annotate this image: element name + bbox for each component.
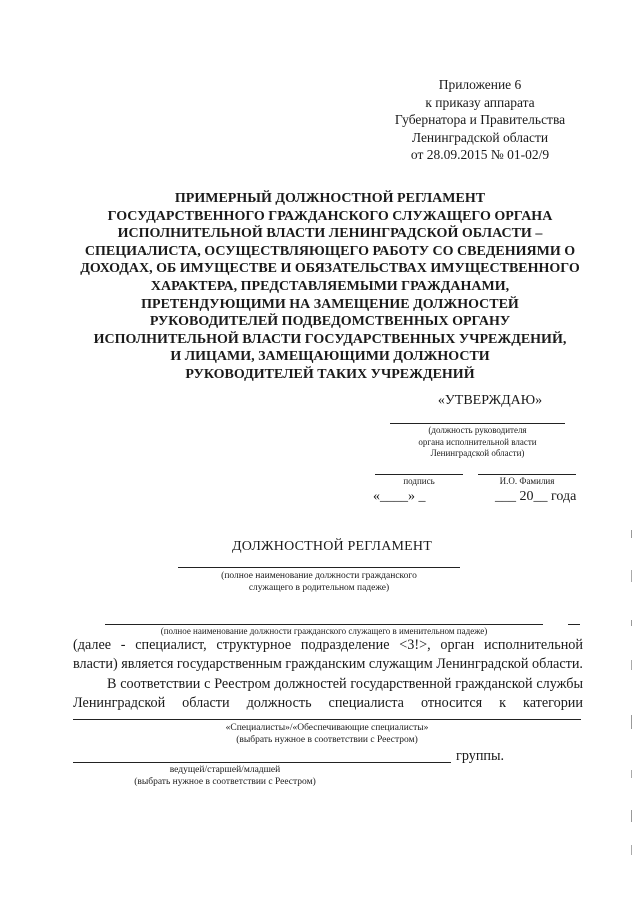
title-line: ИСПОЛНИТЕЛЬНОЙ ВЛАСТИ ГОСУДАРСТВЕННЫХ УЧРЕЖДЕНИЙ, — [93, 331, 567, 347]
name-label: И.О. Фамилия — [499, 476, 555, 486]
title-line: ГОСУДАРСТВЕННОГО ГРАЖДАНСКОГО СЛУЖАЩЕГО ОРГАНА — [107, 208, 553, 224]
approval-hint-line-1: (должность руководителя — [428, 425, 527, 435]
word: должность — [246, 695, 312, 711]
title-line: РУКОВОДИТЕЛЕЙ ПОДВЕДОМСТВЕННЫХ ОРГАНУ — [149, 314, 511, 330]
scan-edge-decoration — [630, 530, 633, 860]
signature-line — [375, 474, 463, 475]
title-line: ПРЕТЕНДУЮЩИМИ НА ЗАМЕЩЕНИЕ ДОЛЖНОСТЕЙ — [141, 296, 519, 312]
appendix-line-1: Приложение 6 — [438, 77, 522, 92]
category-line — [73, 719, 581, 720]
title-line: ХАРАКТЕРА, ПРЕДСТАВЛЯЕМЫМИ ГРАЖДАНАМИ, — [150, 278, 510, 294]
paragraph-1 — [73, 636, 583, 674]
approval-date-year: ___ 20__ года — [495, 489, 577, 504]
paragraph-2-line-1: В соответствии с Реестром должностей государственной гражданской службы — [107, 676, 583, 692]
paragraph-1-line-2: власти) является государственным гражданским служащим Ленинградской области. — [73, 656, 583, 672]
appendix-block — [360, 76, 600, 164]
word: к — [499, 695, 507, 711]
title-line: ПРИМЕРНЫЙ ДОЛЖНОСТНОЙ РЕГЛАМЕНТ — [174, 191, 486, 206]
appendix-line-2: к приказу аппарата — [425, 94, 535, 110]
genitive-hint-line-1: (полное наименование должности гражданского — [221, 571, 417, 581]
document-title — [60, 190, 600, 384]
regulation-heading: ДОЛЖНОСТНОЙ РЕГЛАМЕНТ — [232, 539, 432, 554]
word: области — [182, 695, 230, 711]
group-line — [73, 762, 451, 763]
word: специалиста — [328, 695, 404, 711]
approval-hint-line-3: Ленинградской области) — [430, 448, 525, 458]
paragraph-1-line-1: (далее - специалист, структурное подразделение <3!>, орган исполнительной — [73, 637, 583, 653]
category-hint-line-2: (выбрать нужное в соответствии с Реестром) — [236, 735, 418, 745]
group-suffix: группы. — [456, 748, 505, 764]
group-hint — [100, 764, 350, 788]
genitive-hint — [178, 570, 460, 594]
appendix-line-3: Губернатора и Правительства — [394, 112, 566, 127]
title-line: И ЛИЦАМИ, ЗАМЕЩАЮЩИМИ ДОЛЖНОСТИ — [170, 349, 490, 365]
name-line — [478, 474, 576, 475]
word: Ленинградской — [73, 695, 166, 711]
genitive-line — [178, 567, 460, 568]
genitive-hint-line-2: служащего в родительном падеже) — [248, 583, 390, 593]
paragraph-2-line-2 — [73, 694, 583, 713]
nominative-hint: (полное наименование должности гражданского служащего в именительном падеже) — [160, 626, 488, 636]
nominative-line — [105, 624, 543, 625]
category-hint — [73, 722, 581, 746]
appendix-line-5: от 28.09.2015 № 01-02/9 — [410, 147, 550, 162]
approval-hint-line-2: органа исполнительной власти — [418, 436, 537, 447]
approval-position-line — [390, 423, 565, 424]
word: относится — [420, 695, 483, 711]
scan-edge-marks — [630, 530, 633, 860]
paragraph-2 — [73, 675, 583, 713]
approval-date-day-month: «____» _ — [373, 489, 426, 504]
word: категории — [523, 695, 583, 711]
group-hint-line-2: (выбрать нужное в соответствии с Реестром) — [134, 777, 316, 787]
approval-heading: «УТВЕРЖДАЮ» — [437, 393, 543, 408]
title-line: РУКОВОДИТЕЛЕЙ ТАКИХ УЧРЕЖДЕНИЙ — [185, 366, 475, 382]
approval-position-hint — [390, 425, 565, 460]
title-line: ДОХОДАХ, ОБ ИМУЩЕСТВЕ И ОБЯЗАТЕЛЬСТВАХ ИМУЩЕСТВЕННОГО — [80, 261, 580, 277]
signature-label: подпись — [403, 476, 435, 486]
title-line: ИСПОЛНИТЕЛЬНОЙ ВЛАСТИ ЛЕНИНГРАДСКОЙ ОБЛАСТИ – — [117, 226, 543, 242]
category-hint-line-1: «Специалисты»/«Обеспечивающие специалисты» — [225, 723, 429, 733]
group-hint-line-1: ведущей/старшей/младшей — [169, 765, 281, 775]
title-line: СПЕЦИАЛИСТА, ОСУЩЕСТВЛЯЮЩЕГО РАБОТУ СО СВЕДЕНИЯМИ О — [84, 243, 576, 259]
appendix-line-4: Ленинградской области — [411, 129, 549, 145]
nominative-line-tail — [568, 624, 580, 625]
